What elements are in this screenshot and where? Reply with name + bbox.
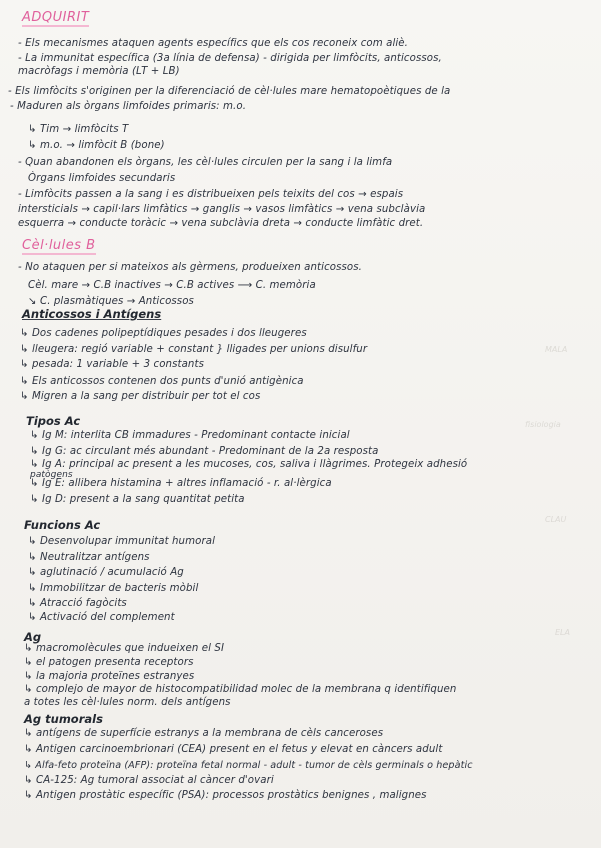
note-line: ↳ el patogen presenta receptors — [24, 657, 194, 668]
note-line: ↳ antígens de superfície estranys a la membrana de cèls canceroses — [24, 728, 384, 739]
note-line: ↳ Ig E: allibera histamina + altres inflamació - r. al·lèrgica — [30, 478, 332, 489]
ghost-text: fisiologia — [525, 420, 561, 429]
section-title-ag: Ag — [24, 630, 42, 644]
note-line: ↳ Activació del complement — [28, 612, 175, 623]
note-line: ↳ CA-125: Ag tumoral associat al càncer d'ovari — [24, 775, 274, 786]
note-line: - Quan abandonen els òrgans, les cèl·lules circulen per la sang i la limfa — [18, 157, 393, 168]
note-line: ↳ Immobilitzar de bacteris mòbil — [28, 583, 199, 594]
note-line: ↳ Tim → limfòcits T — [28, 124, 129, 135]
section-title-adquirit: ADQUIRIT — [22, 10, 90, 25]
note-line: patògens — [30, 470, 73, 480]
note-line: ↳ aglutinació / acumulació Ag — [28, 567, 184, 578]
note-line: - Maduren als òrgans limfoides primaris: m.o. — [10, 101, 247, 112]
note-line: ↳ Migren a la sang per distribuir per tot el cos — [20, 391, 261, 402]
note-line: ↳ la majoria proteïnes estranyes — [24, 671, 195, 682]
section-title-anticossos: Anticossos i Antígens — [22, 307, 162, 321]
note-line: - Els limfòcits s'originen per la diferenciació de cèl·lules mare hematopoètiques de la — [8, 86, 451, 97]
note-line: ↳ Atracció fagòcits — [28, 598, 127, 609]
note-line: esquerra → conducte toràcic → vena subclàvia dreta → conducte limfàtic dret. — [18, 218, 424, 229]
note-line: ↳ Ig M: interlita CB immadures - Predominant contacte inicial — [30, 430, 350, 441]
note-line: ↳ Desenvolupar immunitat humoral — [28, 536, 216, 547]
note-line: ↳ Antigen prostàtic específic (PSA): processos prostàtics benignes , malignes — [24, 790, 427, 801]
note-line: - La immunitat específica (3a línia de defensa) - dirigida per limfòcits, anticossos, — [18, 53, 442, 64]
note-line: ↳ macromolècules que indueixen el SI — [24, 643, 225, 654]
note-line: Cèl. mare → C.B inactives → C.B actives ⟶ C. memòria — [28, 280, 316, 291]
ghost-text: CLAU — [545, 515, 567, 524]
note-line: ↳ Antigen carcinoembrionari (CEA) present en el fetus y elevat en càncers adult — [24, 744, 443, 755]
note-line: ↳ m.o. → limfòcit B (bone) — [28, 140, 165, 151]
note-line: ↳ pesada: 1 variable + 3 constants — [20, 359, 204, 370]
ghost-text: MALA — [545, 345, 568, 354]
note-line: - No ataquen per si mateixos als gèrmens, produeixen anticossos. — [18, 262, 363, 273]
note-line: ↳ Ig A: principal ac present a les mucoses, cos, saliva i llàgrimes. Protegeix adhesió — [30, 459, 468, 470]
note-line: ↳ Ig G: ac circulant més abundant - Predominant de la 2a resposta — [30, 446, 379, 457]
note-line: macròfags i memòria (LT + LB) — [18, 66, 180, 77]
note-line: Òrgans limfoides secundaris — [28, 173, 176, 184]
note-line: - Limfòcits passen a la sang i es distribueixen pels teixits del cos → espais — [18, 189, 404, 200]
note-line: a totes les cèl·lules norm. dels antígens — [24, 697, 231, 708]
note-line: ↳ complejo de mayor de histocompatibilidad molec de la membrana q identifiquen — [24, 684, 457, 695]
note-line: ↳ Ig D: present a la sang quantitat petita — [30, 494, 245, 505]
note-line: ↘ C. plasmàtiques → Anticossos — [28, 296, 194, 307]
note-line: - Els mecanismes ataquen agents específics que els cos reconeix com aliè. — [18, 38, 409, 49]
section-title-tipos-ac: Tipos Ac — [26, 414, 81, 428]
note-line: ↳ lleugera: regió variable + constant } lligades per unions disulfur — [20, 344, 368, 355]
section-title-funcions-ac: Funcions Ac — [24, 518, 101, 532]
note-line: ↳ Dos cadenes polipeptídiques pesades i dos lleugeres — [20, 328, 307, 339]
note-line: intersticials → capil·lars limfàtics → ganglis → vasos limfàtics → vena subclàvia — [18, 204, 426, 215]
ghost-text: ELA — [555, 628, 570, 637]
note-line: ↳ Els anticossos contenen dos punts d'unió antigènica — [20, 376, 304, 387]
note-line: ↳ Alfa-feto proteïna (AFP): proteïna fetal normal - adult - tumor de cèls germinals o hepàtic — [24, 760, 473, 771]
section-title-ag-tumorals: Ag tumorals — [24, 712, 103, 726]
section-title-cellules-b: Cèl·lules B — [22, 238, 96, 253]
note-line: ↳ Neutralitzar antígens — [28, 552, 150, 563]
